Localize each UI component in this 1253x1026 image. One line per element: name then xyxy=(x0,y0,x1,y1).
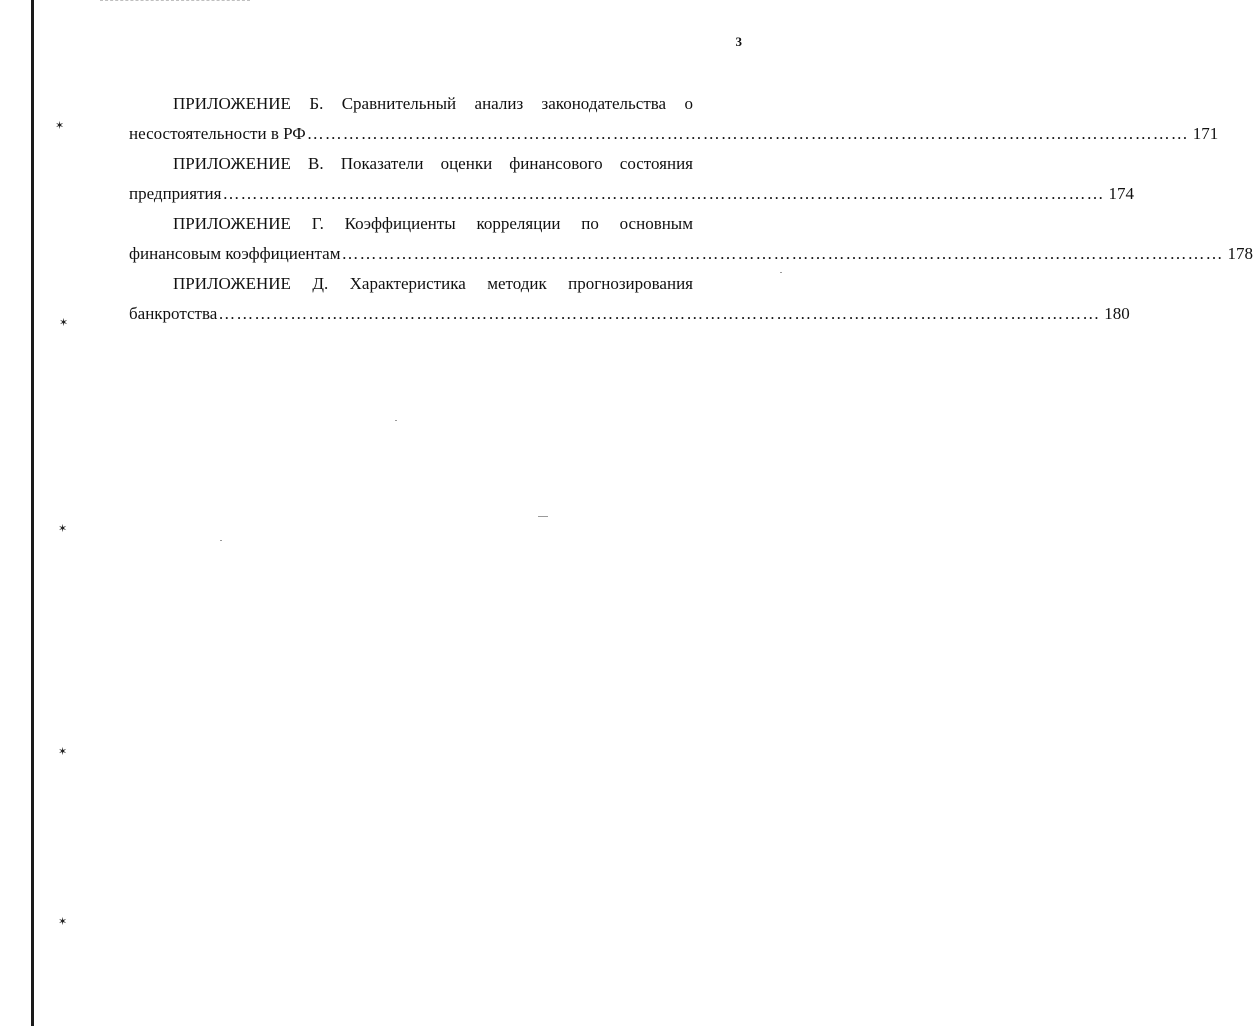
scan-speck: ✶ xyxy=(58,522,68,535)
page-number: 3 xyxy=(735,34,742,49)
toc-entry-title: ПРИЛОЖЕНИЕ Б. Сравнительный анализ законодательства о xyxy=(173,94,693,113)
toc-entry-continuation xyxy=(129,299,1130,329)
toc-entry-title-end: несостоятельности в РФ xyxy=(129,124,306,143)
toc-entry-title: ПРИЛОЖЕНИЕ Г. Коэффициенты корреляции по основным xyxy=(173,214,693,233)
toc-entry-continuation xyxy=(129,179,1134,209)
toc-entry-appendix-d[interactable] xyxy=(129,269,1130,329)
top-dashed-rule xyxy=(100,0,250,2)
dot-leader: ………………………………………………………………………………………………………………………………… xyxy=(306,124,1189,143)
toc-entry-continuation xyxy=(129,119,1219,149)
toc-entry-appendix-g[interactable] xyxy=(129,209,1253,269)
table-of-contents xyxy=(129,89,1253,329)
scan-binding-edge xyxy=(31,0,34,1026)
scan-dot xyxy=(220,540,222,541)
toc-page-number: 180 xyxy=(1104,304,1130,323)
scan-speck: ✶ xyxy=(58,745,68,758)
dot-leader: ………………………………………………………………………………………………………………………………… xyxy=(341,244,1224,263)
dot-leader: ………………………………………………………………………………………………………………………………… xyxy=(222,184,1105,203)
scan-speck: ✶ xyxy=(58,915,68,928)
toc-entry-appendix-b[interactable] xyxy=(129,89,1219,149)
toc-entry-title: ПРИЛОЖЕНИЕ Д. Характеристика методик прогнозирования xyxy=(173,274,693,293)
toc-entry-title-end: банкротства xyxy=(129,304,218,323)
toc-entry-title: ПРИЛОЖЕНИЕ В. Показатели оценки финансового состояния xyxy=(173,154,693,173)
scan-dot xyxy=(395,420,397,421)
scan-dot xyxy=(780,272,782,273)
scan-speck: ✶ xyxy=(59,316,69,329)
toc-entry-title-end: предприятия xyxy=(129,184,222,203)
toc-page-number: 178 xyxy=(1227,244,1253,263)
scan-dot xyxy=(538,516,548,517)
dot-leader: ………………………………………………………………………………………………………………………………… xyxy=(218,304,1101,323)
toc-page-number: 171 xyxy=(1192,124,1219,143)
toc-page-number: 174 xyxy=(1108,184,1134,203)
toc-entry-appendix-v[interactable] xyxy=(129,149,1134,209)
toc-entry-title-end: финансовым коэффициентам xyxy=(129,244,341,263)
scan-speck: ✶ xyxy=(55,119,65,132)
toc-entry-continuation xyxy=(129,239,1253,269)
